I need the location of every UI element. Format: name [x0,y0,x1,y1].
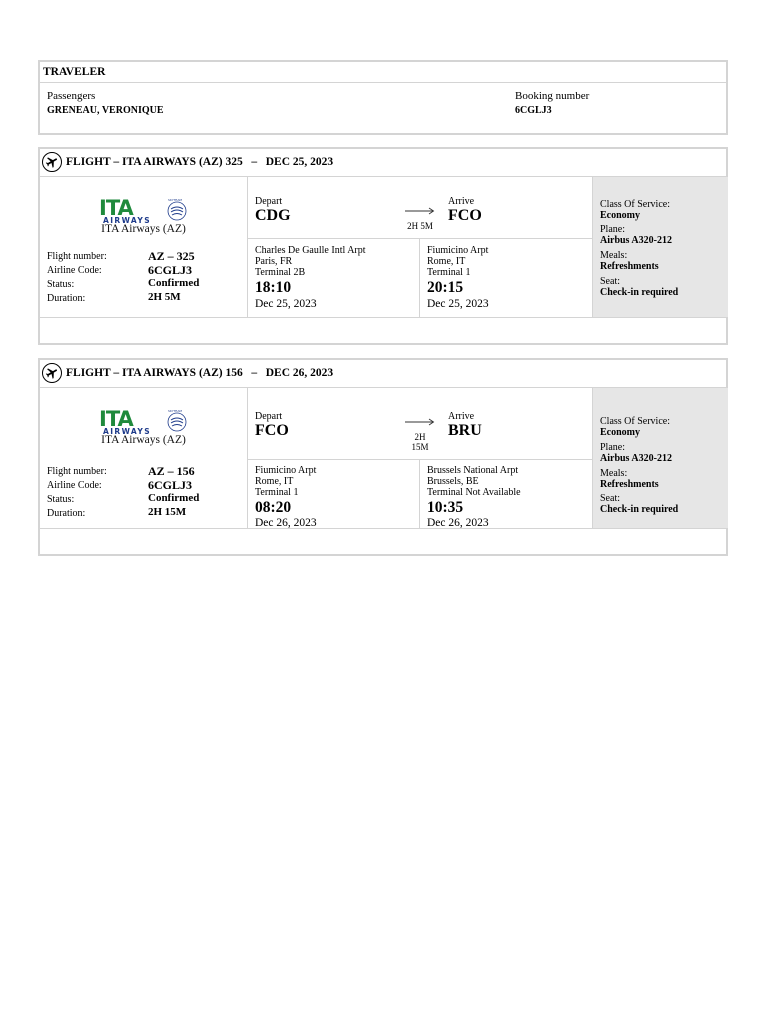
airplane-icon [42,363,62,383]
meals-label: Meals: [600,468,628,479]
status-label: Status: [47,279,75,290]
depart-date: Dec 25, 2023 [255,298,317,310]
airline-info [40,177,247,317]
status-value: Confirmed [148,277,200,289]
airline-code-value: 6CGLJ3 [148,478,193,492]
flight-title: FLIGHT – ITA AIRWAYS (AZ) 156 – DEC 26, 2023 [66,367,334,379]
booking-number-value: 6CGLJ3 [515,105,552,116]
arrive-date: Dec 25, 2023 [427,298,489,310]
route-info [247,177,592,317]
duration-value: 2H 5M [148,291,181,303]
flight-number-value: AZ – 156 [148,464,195,478]
depart-label: Depart [255,411,283,422]
route-duration-minutes: 15M [411,442,429,452]
depart-label: Depart [255,196,283,207]
plane-label: Plane: [600,224,625,235]
airplane-icon [42,152,62,172]
depart-time: 18:10 [255,279,292,296]
depart-airport-name: Fiumicino Arpt [255,465,317,476]
seat-label: Seat: [600,493,620,504]
airline-code-label: Airline Code: [47,265,102,276]
arrive-airport-code: FCO [448,207,482,224]
meals-label: Meals: [600,250,628,261]
flight-card [38,358,728,556]
class-of-service-value: Economy [600,210,640,221]
flight-details [40,388,726,529]
seat-label: Seat: [600,276,620,287]
depart-airport-name: Charles De Gaulle Intl Arpt [255,245,366,256]
flight-title: FLIGHT – ITA AIRWAYS (AZ) 325 – DEC 25, 2023 [66,156,334,168]
plane-value: Airbus A320-212 [600,235,672,246]
arrive-label: Arrive [448,196,475,207]
depart-time: 08:20 [255,499,292,516]
airline-name: ITA Airways (AZ) [101,223,186,235]
airline-code-value: 6CGLJ3 [148,263,193,277]
flight-number-value: AZ – 325 [148,249,195,263]
status-value: Confirmed [148,492,200,504]
depart-airport-code: FCO [255,422,289,439]
flight-header [40,360,726,388]
booking-number-label: Booking number [515,90,590,102]
arrive-time: 20:15 [427,279,464,296]
flight-card [38,147,728,345]
duration-label: Duration: [47,293,86,304]
flight-details [40,177,726,318]
seat-value: Check-in required [600,504,679,515]
plane-value: Airbus A320-212 [600,453,672,464]
arrive-airport-code: BRU [448,422,482,439]
traveler-header: TRAVELER [40,62,726,83]
meals-value: Refreshments [600,479,659,490]
depart-city: Paris, FR [255,256,293,267]
duration-label: Duration: [47,508,86,519]
arrive-terminal: Terminal Not Available [427,487,521,498]
passengers-label: Passengers [47,90,96,102]
arrive-airport-name: Brussels National Arpt [427,465,519,476]
arrive-airport-name: Fiumicino Arpt [427,245,489,256]
status-label: Status: [47,494,75,505]
flight-number-label: Flight number: [47,251,107,262]
class-of-service-label: Class Of Service: [600,416,670,427]
airline-info [40,388,247,528]
logo-sub: AIRWAYS [103,216,152,225]
arrow-right-icon [405,202,435,220]
arrive-city: Rome, IT [427,256,466,267]
arrive-city: Brussels, BE [427,476,479,487]
logo-sub: AIRWAYS [103,427,152,436]
airline-name: ITA Airways (AZ) [101,434,186,446]
arrow-right-icon [405,413,435,431]
class-of-service-label: Class Of Service: [600,199,670,210]
service-info [592,388,728,528]
airline-code-label: Airline Code: [47,480,102,491]
arrive-time: 10:35 [427,499,464,516]
arrive-date: Dec 26, 2023 [427,517,489,529]
logo-badge: SKYTEAM [168,198,182,202]
logo-wordmark: ITA [99,197,133,220]
arrive-label: Arrive [448,411,475,422]
depart-date: Dec 26, 2023 [255,517,317,529]
passengers-value: GRENEAU, VERONIQUE [47,105,164,116]
logo-wordmark: ITA [99,408,133,431]
service-info [592,177,728,317]
traveler-section [38,60,728,135]
duration-value: 2H 15M [148,506,187,518]
logo-badge: SKYTEAM [168,409,182,413]
arrive-terminal: Terminal 1 [427,267,471,278]
depart-terminal: Terminal 2B [255,267,306,278]
meals-value: Refreshments [600,261,659,272]
depart-city: Rome, IT [255,476,294,487]
route-info [247,388,592,528]
route-duration: 2H 5M [407,221,433,231]
depart-terminal: Terminal 1 [255,487,299,498]
plane-label: Plane: [600,442,625,453]
class-of-service-value: Economy [600,427,640,438]
route-duration-hours: 2H [414,432,426,442]
seat-value: Check-in required [600,287,679,298]
flight-number-label: Flight number: [47,466,107,477]
depart-airport-code: CDG [255,207,291,224]
flight-header [40,149,726,177]
